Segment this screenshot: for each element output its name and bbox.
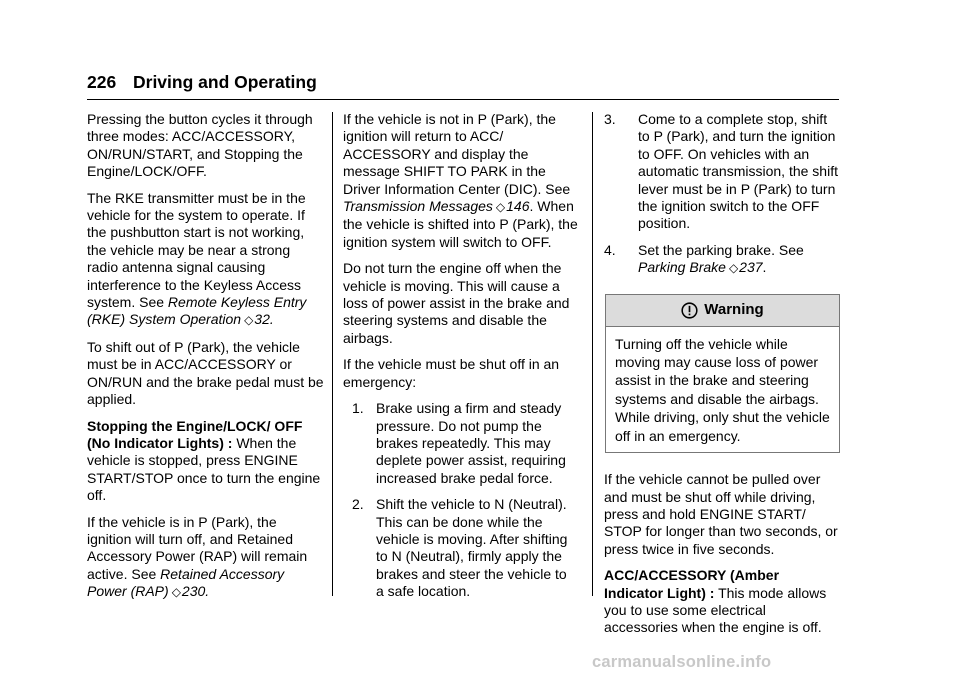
paragraph: Do not turn the engine off when the vehicle is moving. This will cause a loss of power assist in the brake and steering systems and disable the airbags. bbox=[343, 260, 570, 346]
page-ref-number[interactable]: 146 bbox=[506, 198, 530, 215]
step-number: 4. bbox=[604, 241, 616, 258]
paragraph: Pressing the button cycles it through three modes: ACC/ACCESSORY, ON/RUN/START, and Stopping the Engine/LOCK/OFF. bbox=[87, 111, 313, 180]
mode-heading: Stopping the Engine/LOCK/ OFF (No Indicator Lights) : bbox=[87, 417, 303, 451]
page-ref-number[interactable]: 237 bbox=[739, 259, 763, 276]
paragraph-text: This mode allows you to use some electrical accessories when the engine is off. bbox=[604, 584, 827, 636]
page-ref-icon: ◇ bbox=[728, 261, 739, 276]
step-number: 1. bbox=[352, 400, 364, 417]
page-number: 226 bbox=[87, 72, 117, 92]
cross-reference-link[interactable]: Retained Accessory Power (RAP) bbox=[87, 565, 285, 600]
paragraph-text: . When the vehicle is shifted into P (Park), the ignition system will switch to OFF. bbox=[343, 198, 578, 250]
list-item bbox=[604, 111, 840, 233]
mode-heading: ACC/ACCESSORY (Amber Indicator Light) : bbox=[604, 567, 780, 601]
paragraph: If the vehicle cannot be pulled over and must be shut off while driving, press and hold ENGINE START/ STOP for longer than two seconds, or press twice in five seconds. bbox=[604, 471, 838, 557]
page-ref-icon: ◇ bbox=[495, 200, 506, 215]
list-item bbox=[343, 496, 578, 600]
paragraph bbox=[604, 567, 840, 637]
page-ref-number[interactable]: 32 bbox=[254, 311, 270, 328]
paragraph: The RKE transmitter must be in the vehicle for the system to operate. If the pushbutton start is not working, the vehicle may be near a strong radio antenna signal causing interference to the Keyless Access system. See Remote Keyless Entry (RKE) System Operation ◇32. bbox=[87, 189, 307, 328]
paragraph-text: When the vehicle is stopped, press ENGINE START/STOP once to turn the engine off. bbox=[87, 434, 321, 504]
emergency-steps-list bbox=[343, 400, 578, 600]
page-ref-icon: ◇ bbox=[171, 585, 181, 600]
column-divider-right bbox=[592, 112, 593, 596]
cross-reference-link[interactable]: Parking Brake bbox=[638, 259, 726, 276]
step-text: Come to a complete stop, shift to P (Park), and turn the ignition to OFF. On vehicles with an automatic transmission, the shift lever must be in P (Park) to turn the ignition switch to the OFF position. bbox=[638, 111, 838, 232]
warning-header bbox=[606, 295, 839, 327]
page-header bbox=[87, 68, 839, 100]
list-item: 4. Set the parking brake. See Parking Brake ◇237. bbox=[604, 241, 804, 276]
paragraph: If the vehicle is in P (Park), the ignition will turn off, and Retained Accessory Power (RAP) will remain active. See Retained Accessory Power (RAP) ◇230. bbox=[87, 513, 308, 600]
page-ref-number[interactable]: 230 bbox=[181, 583, 206, 600]
step-number: 2. bbox=[352, 496, 364, 513]
list-item bbox=[343, 400, 578, 487]
column-2 bbox=[343, 111, 578, 610]
paragraph-text: If the vehicle is not in P (Park), the ignition will return to ACC/ ACCESSORY and display the message SHIFT TO PARK in the Driver Information Center (DIC). See bbox=[343, 111, 571, 197]
paragraph: To shift out of P (Park), the vehicle must be in ACC/ACCESSORY or ON/RUN and the brake pedal must be applied. bbox=[87, 338, 324, 408]
section-title: Driving and Operating bbox=[133, 72, 317, 92]
column-3 bbox=[604, 111, 840, 646]
column-divider-left bbox=[332, 112, 333, 596]
step-text: Brake using a firm and steady pressure. Do not pump the brakes repeatedly. This may deplete power assist, requiring increased brake pedal force. bbox=[376, 400, 566, 486]
paragraph-text: If the vehicle is in P (Park), the ignition will turn off, and Retained Accessory Power (RAP) will remain active. See bbox=[87, 513, 308, 582]
step-number: 3. bbox=[604, 111, 616, 127]
page-ref-icon: ◇ bbox=[244, 313, 254, 328]
warning-title: Warning bbox=[704, 301, 764, 319]
header-rule bbox=[87, 99, 839, 100]
emergency-steps-list-continued bbox=[604, 111, 840, 278]
paragraph-text: The RKE transmitter must be in the vehicle for the system to operate. If the pushbutton start is not working, the vehicle may be near a strong radio antenna signal causing interference to the Keyless Access system. See bbox=[87, 189, 306, 311]
cross-reference-link[interactable]: Remote Keyless Entry (RKE) System Operation bbox=[87, 294, 307, 328]
column-1 bbox=[87, 111, 324, 611]
step-text: Shift the vehicle to N (Neutral). This can be done while the vehicle is moving. After shifting to N (Neutral), firmly apply the brakes and steer the vehicle to a safe location. bbox=[376, 496, 568, 600]
paragraph bbox=[343, 111, 578, 251]
warning-icon bbox=[681, 302, 698, 319]
paragraph bbox=[87, 418, 324, 505]
cross-reference-link[interactable]: Transmission Messages bbox=[343, 198, 493, 215]
step-text: Set the parking brake. See bbox=[638, 241, 804, 258]
warning-text: Turning off the vehicle while moving may cause loss of power assist in the brake and steering systems and disable the airbags. While driving, only shut the vehicle off in an emergency. bbox=[615, 335, 830, 444]
paragraph: If the vehicle must be shut off in an emergency: bbox=[343, 356, 560, 390]
watermark: carmanualsonline.info bbox=[592, 653, 772, 671]
warning-box bbox=[605, 294, 840, 453]
